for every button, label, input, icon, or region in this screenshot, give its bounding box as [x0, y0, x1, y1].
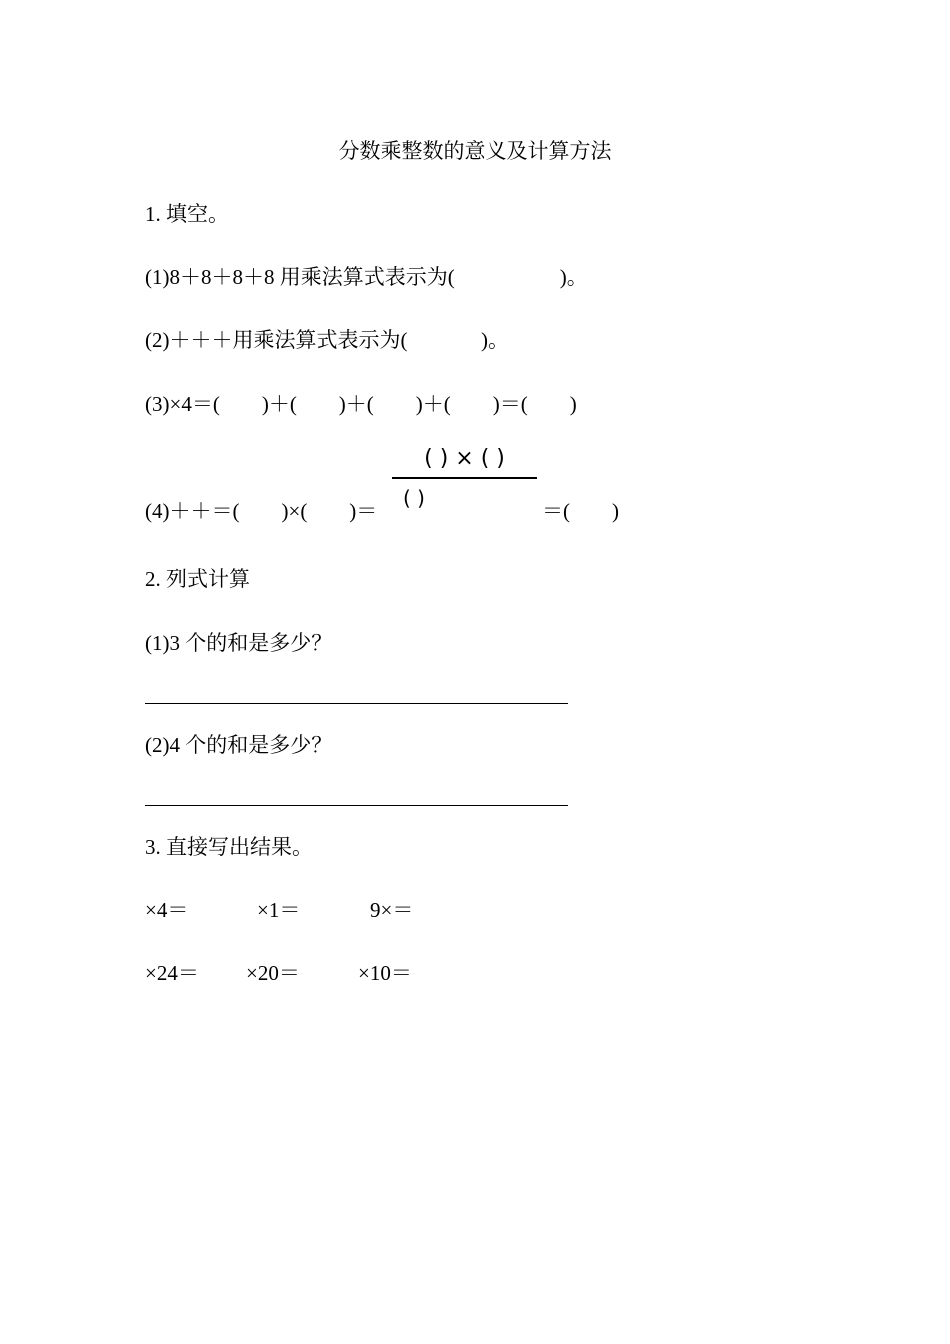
- calc-item: ×4＝: [145, 898, 189, 922]
- section3-heading: 3. 直接写出结果。: [145, 835, 313, 859]
- answer-line-2[interactable]: [145, 805, 568, 806]
- calc-item: ×1＝: [257, 898, 301, 922]
- section1-question-4-left: (4)＋＋＝( )×( )＝: [145, 499, 378, 523]
- calc-item: ×24＝: [145, 961, 199, 985]
- section1-heading: 1. 填空。: [145, 202, 229, 226]
- fraction-numerator: ( ) × ( ): [424, 446, 505, 471]
- calc-item: 9×＝: [370, 898, 414, 922]
- page-title: 分数乘整数的意义及计算方法: [338, 139, 612, 163]
- section1-question-2: (2)＋＋＋用乘法算式表示为( )。: [145, 328, 509, 352]
- section2-question-1: (1)3 个的和是多少？: [145, 631, 333, 655]
- calc-item: ×10＝: [358, 961, 412, 985]
- section1-question-3: (3)×4＝( )＋( )＋( )＋( )＝( ): [145, 392, 577, 416]
- fraction-denominator: ( ): [403, 486, 425, 510]
- fraction-bar: [392, 477, 537, 479]
- answer-line-1[interactable]: [145, 703, 568, 704]
- calc-item: ×20＝: [246, 961, 300, 985]
- section1-question-4-right: ＝( ): [542, 499, 619, 523]
- section2-heading: 2. 列式计算: [145, 567, 250, 591]
- section1-question-1: (1)8＋8＋8＋8 用乘法算式表示为( )。: [145, 265, 588, 289]
- section2-question-2: (2)4 个的和是多少？: [145, 733, 333, 757]
